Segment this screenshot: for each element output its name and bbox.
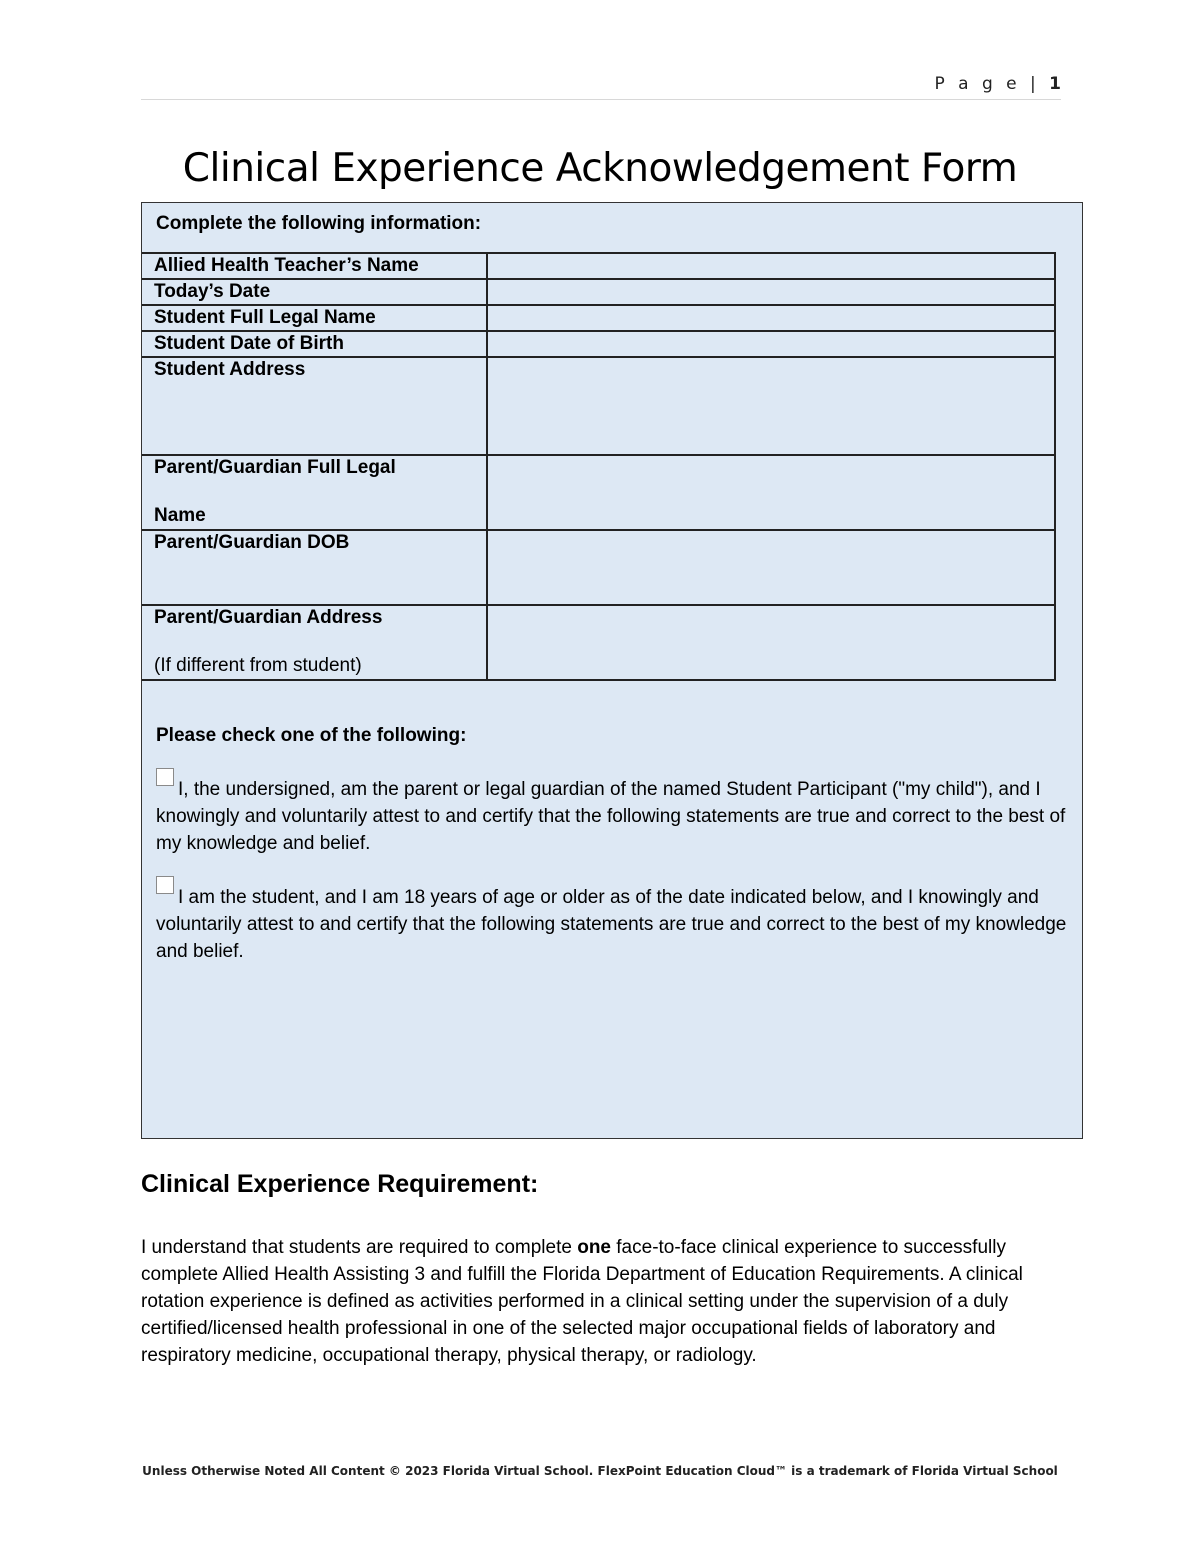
requirement-text: I understand that students are required to complete [141,1237,578,1258]
information-table [142,252,1056,681]
field-label: Allied Health Teacher’s Name [142,253,487,279]
requirement-emphasis: one [577,1237,611,1258]
teacher-name-field[interactable] [487,253,1055,279]
field-label: Today’s Date [142,279,487,305]
field-label: Parent/Guardian DOB [142,530,487,605]
table-row [142,455,1055,530]
page-label: P a g e | [934,74,1040,94]
option-text: I, the undersigned, am the parent or legal guardian of the named Student Participant ("my child"), and I knowingly and voluntarily attest to and certify that the following statements are true and correct to the best of my knowledge and belief. [156,779,1066,854]
parent-address-field[interactable] [487,605,1055,680]
option-text: I am the student, and I am 18 years of age or older as of the date indicated below, and I knowingly and voluntarily attest to and certify that the following statements are true and correct to the best of my knowledge and belief. [156,887,1067,962]
table-row [142,530,1055,605]
field-label-line: Parent/Guardian Address [154,607,383,628]
option-student [156,884,1070,965]
check-one-heading: Please check one of the following: [156,725,467,746]
requirement-heading: Clinical Experience Requirement: [141,1170,539,1198]
student-name-field[interactable] [487,305,1055,331]
table-row [142,357,1055,455]
copyright-footer: Unless Otherwise Noted All Content © 2023 Florida Virtual School. FlexPoint Education Cloud™ is a trademark of Florida Virtual School [142,1464,1058,1478]
todays-date-field[interactable] [487,279,1055,305]
field-label: Student Address [142,357,487,455]
field-label-line: Parent/Guardian Full Legal [154,457,396,478]
student-dob-field[interactable] [487,331,1055,357]
parent-dob-field[interactable] [487,530,1055,605]
field-label: Student Full Legal Name [142,305,487,331]
parent-name-field[interactable] [487,455,1055,530]
table-row [142,279,1055,305]
requirement-paragraph [141,1234,1061,1369]
table-row [142,253,1055,279]
header-divider [141,99,1061,100]
student-checkbox[interactable] [156,876,174,894]
field-label [142,605,487,680]
parent-guardian-checkbox[interactable] [156,768,174,786]
field-label [142,455,487,530]
page-title: Clinical Experience Acknowledgement Form [182,146,1018,191]
table-row [142,305,1055,331]
acknowledgement-form [141,202,1083,1139]
option-parent-guardian [156,776,1070,857]
requirement-text: face-to-face clinical experience to successfully complete Allied Health Assisting 3 and fulfill the Florida Department of Education Requirements. A clinical rotation experience is defined as activities performed in a clinical setting under the supervision of a duly certified/licensed health professional in one of the selected major occupational fields of laboratory and respiratory medicine, occupational therapy, physical therapy, or radiology. [141,1237,1023,1366]
page-number-header [141,74,1061,94]
table-row [142,331,1055,357]
page-number: 1 [1049,74,1061,94]
form-intro-heading: Complete the following information: [156,213,482,234]
student-address-field[interactable] [487,357,1055,455]
field-label: Student Date of Birth [142,331,487,357]
field-label-line: Name [154,505,206,526]
field-note: (If different from student) [154,655,362,676]
table-row [142,605,1055,680]
